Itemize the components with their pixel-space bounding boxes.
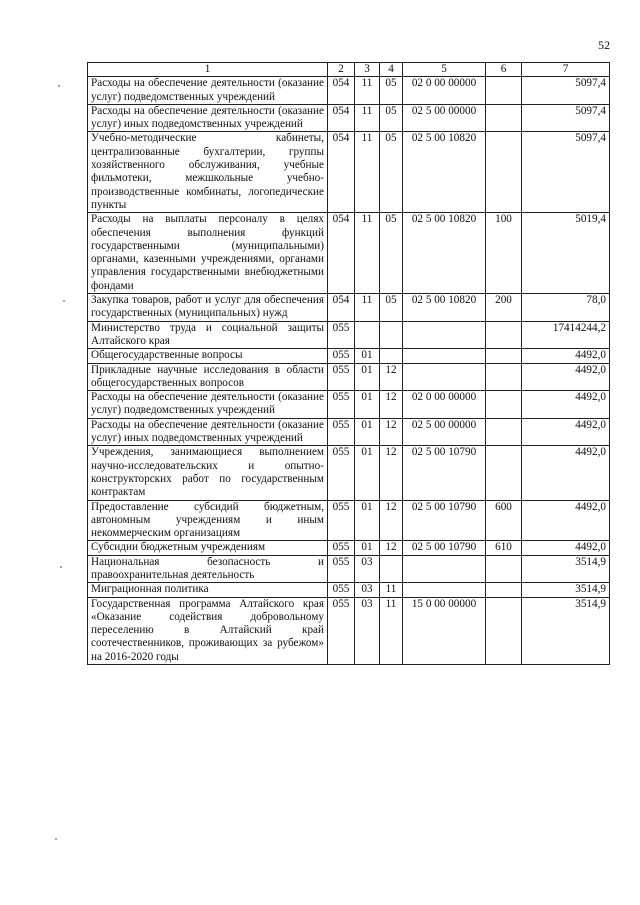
subsection-cell <box>380 349 403 363</box>
expense-type-cell <box>486 349 522 363</box>
expense-type-cell: 600 <box>486 500 522 541</box>
target-article-cell: 02 5 00 10790 <box>403 446 486 500</box>
expense-type-cell <box>486 132 522 213</box>
scan-speck <box>58 85 60 87</box>
amount-cell: 4492,0 <box>522 541 610 555</box>
row-name-cell: Расходы на обеспечение деятельности (оказание услуг) иных подведомственных учреждений <box>88 418 328 446</box>
column-header: 6 <box>486 63 522 77</box>
expense-type-cell <box>486 391 522 419</box>
target-article-cell: 02 5 00 00000 <box>403 418 486 446</box>
expense-type-cell: 100 <box>486 213 522 294</box>
scan-speck <box>55 838 57 840</box>
row-name-cell: Учебно-методические кабинеты, централизованные бухгалтерии, группы хозяйственного обслуживания, учебные фильмотеки, межшкольные учебно-производственные комбинаты, логопедические пункты <box>88 132 328 213</box>
row-name-cell: Закупка товаров, работ и услуг для обеспечения государственных (муниципальных) нужд <box>88 294 328 322</box>
section-cell: 11 <box>355 104 380 132</box>
table-row <box>88 321 610 349</box>
target-article-cell <box>403 349 486 363</box>
section-cell: 11 <box>355 132 380 213</box>
admin-code-cell: 055 <box>328 446 355 500</box>
column-header: 7 <box>522 63 610 77</box>
admin-code-cell: 054 <box>328 77 355 105</box>
row-name-cell: Расходы на обеспечение деятельности (оказание услуг) подведомственных учреждений <box>88 391 328 419</box>
row-name-cell: Миграционная политика <box>88 583 328 597</box>
section-cell: 11 <box>355 213 380 294</box>
column-header-row <box>88 63 610 77</box>
table-row <box>88 104 610 132</box>
section-cell: 01 <box>355 349 380 363</box>
table-row <box>88 597 610 664</box>
row-name-cell: Учреждения, занимающиеся выполнением научно-исследовательских и опытно-конструкторских работ по государственным контрактам <box>88 446 328 500</box>
section-cell: 01 <box>355 541 380 555</box>
expense-type-cell <box>486 77 522 105</box>
column-header: 3 <box>355 63 380 77</box>
table-row <box>88 132 610 213</box>
target-article-cell: 02 0 00 00000 <box>403 77 486 105</box>
admin-code-cell: 055 <box>328 349 355 363</box>
expense-type-cell <box>486 446 522 500</box>
section-cell: 01 <box>355 446 380 500</box>
subsection-cell: 05 <box>380 213 403 294</box>
admin-code-cell: 055 <box>328 321 355 349</box>
amount-cell: 4492,0 <box>522 446 610 500</box>
target-article-cell: 02 5 00 10820 <box>403 132 486 213</box>
table-row <box>88 583 610 597</box>
admin-code-cell: 054 <box>328 104 355 132</box>
amount-cell: 5019,4 <box>522 213 610 294</box>
column-header: 5 <box>403 63 486 77</box>
amount-cell: 4492,0 <box>522 363 610 391</box>
column-header: 1 <box>88 63 328 77</box>
page-number: 52 <box>598 38 610 52</box>
table-row <box>88 349 610 363</box>
row-name-cell: Предоставление субсидий бюджетным, автономным учреждениям и иным некоммерческим организациям <box>88 500 328 541</box>
expense-type-cell <box>486 597 522 664</box>
subsection-cell: 12 <box>380 446 403 500</box>
subsection-cell <box>380 321 403 349</box>
budget-table <box>87 62 610 665</box>
row-name-cell: Расходы на выплаты персоналу в целях обеспечения выполнения функций государственными (муниципальными) органами, казенными учреждениями, органами управления государственными внебюджетными фондами <box>88 213 328 294</box>
target-article-cell: 02 5 00 00000 <box>403 104 486 132</box>
amount-cell: 4492,0 <box>522 418 610 446</box>
admin-code-cell: 055 <box>328 418 355 446</box>
amount-cell: 5097,4 <box>522 104 610 132</box>
amount-cell: 5097,4 <box>522 77 610 105</box>
target-article-cell: 02 5 00 10790 <box>403 500 486 541</box>
table-row <box>88 363 610 391</box>
scan-speck <box>63 300 65 302</box>
subsection-cell: 11 <box>380 583 403 597</box>
scan-speck <box>60 566 62 568</box>
target-article-cell <box>403 321 486 349</box>
table-row <box>88 418 610 446</box>
section-cell: 03 <box>355 583 380 597</box>
section-cell: 01 <box>355 391 380 419</box>
admin-code-cell: 054 <box>328 213 355 294</box>
subsection-cell: 05 <box>380 294 403 322</box>
admin-code-cell: 055 <box>328 500 355 541</box>
table-row <box>88 500 610 541</box>
row-name-cell: Субсидии бюджетным учреждениям <box>88 541 328 555</box>
expense-type-cell <box>486 583 522 597</box>
subsection-cell: 12 <box>380 363 403 391</box>
table-row <box>88 446 610 500</box>
amount-cell: 17414244,2 <box>522 321 610 349</box>
target-article-cell: 02 5 00 10820 <box>403 294 486 322</box>
amount-cell: 5097,4 <box>522 132 610 213</box>
admin-code-cell: 054 <box>328 294 355 322</box>
table-row <box>88 77 610 105</box>
expense-type-cell: 200 <box>486 294 522 322</box>
subsection-cell <box>380 555 403 583</box>
admin-code-cell: 055 <box>328 597 355 664</box>
row-name-cell: Государственная программа Алтайского края «Оказание содействия добровольному переселению в Алтайский край соотечественников, проживающих за рубежом» на 2016-2020 годы <box>88 597 328 664</box>
subsection-cell: 11 <box>380 597 403 664</box>
subsection-cell: 12 <box>380 418 403 446</box>
table-row <box>88 391 610 419</box>
subsection-cell: 12 <box>380 541 403 555</box>
amount-cell: 4492,0 <box>522 500 610 541</box>
admin-code-cell: 055 <box>328 583 355 597</box>
section-cell: 11 <box>355 294 380 322</box>
target-article-cell: 15 0 00 00000 <box>403 597 486 664</box>
amount-cell: 4492,0 <box>522 391 610 419</box>
amount-cell: 3514,9 <box>522 555 610 583</box>
amount-cell: 3514,9 <box>522 597 610 664</box>
subsection-cell: 05 <box>380 132 403 213</box>
section-cell: 01 <box>355 418 380 446</box>
row-name-cell: Расходы на обеспечение деятельности (оказание услуг) иных подведомственных учреждений <box>88 104 328 132</box>
target-article-cell <box>403 363 486 391</box>
subsection-cell: 05 <box>380 77 403 105</box>
amount-cell: 3514,9 <box>522 583 610 597</box>
expense-type-cell: 610 <box>486 541 522 555</box>
admin-code-cell: 055 <box>328 555 355 583</box>
expense-type-cell <box>486 363 522 391</box>
section-cell: 03 <box>355 555 380 583</box>
admin-code-cell: 055 <box>328 391 355 419</box>
table-row <box>88 555 610 583</box>
table-row <box>88 294 610 322</box>
subsection-cell: 05 <box>380 104 403 132</box>
row-name-cell: Министерство труда и социальной защиты Алтайского края <box>88 321 328 349</box>
expense-type-cell <box>486 555 522 583</box>
target-article-cell: 02 0 00 00000 <box>403 391 486 419</box>
column-header: 2 <box>328 63 355 77</box>
row-name-cell: Расходы на обеспечение деятельности (оказание услуг) подведомственных учреждений <box>88 77 328 105</box>
section-cell <box>355 321 380 349</box>
amount-cell: 4492,0 <box>522 349 610 363</box>
table-row <box>88 213 610 294</box>
amount-cell: 78,0 <box>522 294 610 322</box>
section-cell: 01 <box>355 363 380 391</box>
expense-type-cell <box>486 418 522 446</box>
column-header: 4 <box>380 63 403 77</box>
target-article-cell: 02 5 00 10790 <box>403 541 486 555</box>
row-name-cell: Национальная безопасность и правоохранительная деятельность <box>88 555 328 583</box>
section-cell: 03 <box>355 597 380 664</box>
section-cell: 11 <box>355 77 380 105</box>
target-article-cell <box>403 583 486 597</box>
subsection-cell: 12 <box>380 500 403 541</box>
row-name-cell: Общегосударственные вопросы <box>88 349 328 363</box>
row-name-cell: Прикладные научные исследования в области общегосударственных вопросов <box>88 363 328 391</box>
expense-type-cell <box>486 321 522 349</box>
subsection-cell: 12 <box>380 391 403 419</box>
target-article-cell <box>403 555 486 583</box>
admin-code-cell: 055 <box>328 363 355 391</box>
admin-code-cell: 054 <box>328 132 355 213</box>
section-cell: 01 <box>355 500 380 541</box>
target-article-cell: 02 5 00 10820 <box>403 213 486 294</box>
expense-type-cell <box>486 104 522 132</box>
admin-code-cell: 055 <box>328 541 355 555</box>
table-row <box>88 541 610 555</box>
